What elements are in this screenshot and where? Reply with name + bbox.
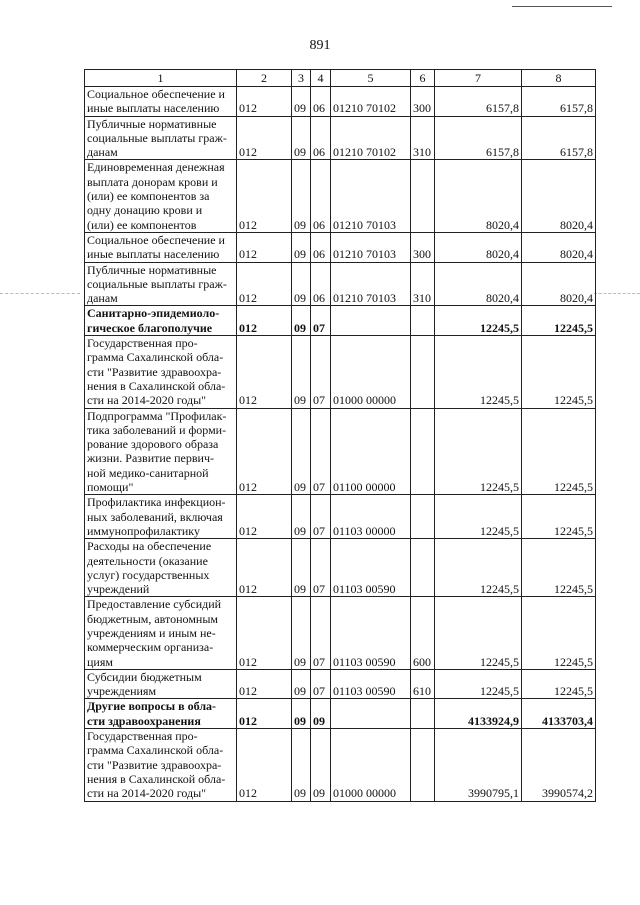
section-code-cell: 09 — [292, 495, 311, 539]
target-code-cell: 01000 00000 — [331, 336, 411, 408]
sum-year2-cell: 12245,5 — [522, 539, 596, 597]
section-code-cell: 09 — [292, 729, 311, 801]
target-code-cell: 01210 70103 — [331, 262, 411, 306]
expense-code-cell — [411, 306, 435, 336]
subsection-code-cell: 09 — [311, 729, 331, 801]
subsection-code-cell: 07 — [311, 597, 331, 669]
admin-code-cell: 012 — [237, 495, 292, 539]
sum-year1-cell: 6157,8 — [435, 87, 522, 117]
sum-year2-cell: 12245,5 — [522, 408, 596, 495]
expense-code-cell: 300 — [411, 232, 435, 262]
section-code-cell: 09 — [292, 408, 311, 495]
expense-code-cell: 610 — [411, 669, 435, 699]
row-name-cell: Социальное обеспечение и иные выплаты населению — [85, 232, 237, 262]
target-code-cell: 01100 00000 — [331, 408, 411, 495]
expense-code-cell: 600 — [411, 597, 435, 669]
top-rule — [512, 6, 612, 7]
sum-year1-cell: 3990795,1 — [435, 729, 522, 801]
table-row — [85, 699, 596, 729]
target-code-cell: 01210 70103 — [331, 232, 411, 262]
sum-year1-cell: 8020,4 — [435, 262, 522, 306]
admin-code-cell: 012 — [237, 408, 292, 495]
table-row — [85, 232, 596, 262]
table-row — [85, 729, 596, 801]
row-name-cell: Другие вопросы в обла- сти здравоохранения — [85, 699, 237, 729]
admin-code-cell: 012 — [237, 699, 292, 729]
header-cell: 5 — [331, 70, 411, 87]
subsection-code-cell: 07 — [311, 495, 331, 539]
subsection-code-cell: 07 — [311, 669, 331, 699]
sum-year2-cell: 12245,5 — [522, 306, 596, 336]
section-code-cell: 09 — [292, 262, 311, 306]
subsection-code-cell: 09 — [311, 699, 331, 729]
table-row — [85, 262, 596, 306]
header-row — [85, 70, 596, 87]
table-row — [85, 306, 596, 336]
subsection-code-cell: 06 — [311, 232, 331, 262]
section-code-cell: 09 — [292, 232, 311, 262]
admin-code-cell: 012 — [237, 87, 292, 117]
section-code-cell: 09 — [292, 116, 311, 160]
sum-year1-cell: 12245,5 — [435, 597, 522, 669]
subsection-code-cell: 06 — [311, 116, 331, 160]
row-name-cell: Подпрограмма "Профилак- тика заболеваний и форми- рование здорового образа жизни. Развитие первич- ной медико-санитарной помощи" — [85, 408, 237, 495]
sum-year2-cell: 12245,5 — [522, 669, 596, 699]
expense-code-cell — [411, 495, 435, 539]
sum-year1-cell: 12245,5 — [435, 336, 522, 408]
header-cell: 8 — [522, 70, 596, 87]
sum-year2-cell: 12245,5 — [522, 336, 596, 408]
target-code-cell: 01210 70102 — [331, 87, 411, 117]
subsection-code-cell: 06 — [311, 87, 331, 117]
target-code-cell: 01210 70103 — [331, 160, 411, 232]
target-code-cell: 01000 00000 — [331, 729, 411, 801]
target-code-cell — [331, 699, 411, 729]
page-number: 891 — [309, 38, 331, 53]
admin-code-cell: 012 — [237, 306, 292, 336]
sum-year2-cell: 6157,8 — [522, 116, 596, 160]
sum-year2-cell: 8020,4 — [522, 232, 596, 262]
subsection-code-cell: 07 — [311, 336, 331, 408]
expense-code-cell: 310 — [411, 116, 435, 160]
table-row — [85, 116, 596, 160]
admin-code-cell: 012 — [237, 232, 292, 262]
sum-year2-cell: 8020,4 — [522, 262, 596, 306]
table-row — [85, 495, 596, 539]
expense-code-cell — [411, 539, 435, 597]
sum-year1-cell: 12245,5 — [435, 539, 522, 597]
admin-code-cell: 012 — [237, 160, 292, 232]
section-code-cell: 09 — [292, 87, 311, 117]
admin-code-cell: 012 — [237, 669, 292, 699]
sum-year1-cell: 4133924,9 — [435, 699, 522, 729]
header-cell: 2 — [237, 70, 292, 87]
subsection-code-cell: 06 — [311, 160, 331, 232]
admin-code-cell: 012 — [237, 597, 292, 669]
section-code-cell: 09 — [292, 539, 311, 597]
sum-year2-cell: 4133703,4 — [522, 699, 596, 729]
table-row — [85, 539, 596, 597]
subsection-code-cell: 07 — [311, 539, 331, 597]
right-margin-dash — [594, 293, 640, 294]
header-cell: 3 — [292, 70, 311, 87]
expense-code-cell: 310 — [411, 262, 435, 306]
header-cell: 1 — [85, 70, 237, 87]
header-cell: 7 — [435, 70, 522, 87]
row-name-cell: Санитарно-эпидемиоло- гическое благополучие — [85, 306, 237, 336]
subsection-code-cell: 07 — [311, 408, 331, 495]
budget-table — [84, 69, 596, 802]
sum-year2-cell: 12245,5 — [522, 495, 596, 539]
target-code-cell — [331, 306, 411, 336]
target-code-cell: 01103 00590 — [331, 597, 411, 669]
expense-code-cell — [411, 336, 435, 408]
section-code-cell: 09 — [292, 597, 311, 669]
row-name-cell: Субсидии бюджетным учреждениям — [85, 669, 237, 699]
left-margin-dash — [0, 293, 80, 294]
sum-year1-cell: 12245,5 — [435, 495, 522, 539]
row-name-cell: Государственная про- грамма Сахалинской обла- сти "Развитие здравоохра- нения в Сахалинской обла- сти на 2014-2020 годы" — [85, 336, 237, 408]
row-name-cell: Предоставление субсидий бюджетным, автономным учреждениям и иным не- коммерческим организа- циям — [85, 597, 237, 669]
row-name-cell: Социальное обеспечение и иные выплаты населению — [85, 87, 237, 117]
header-cell: 6 — [411, 70, 435, 87]
admin-code-cell: 012 — [237, 116, 292, 160]
admin-code-cell: 012 — [237, 336, 292, 408]
row-name-cell: Государственная про- грамма Сахалинской обла- сти "Развитие здравоохра- нения в Сахалинской обла- сти на 2014-2020 годы" — [85, 729, 237, 801]
header-cell: 4 — [311, 70, 331, 87]
section-code-cell: 09 — [292, 669, 311, 699]
section-code-cell: 09 — [292, 336, 311, 408]
admin-code-cell: 012 — [237, 729, 292, 801]
table-row — [85, 669, 596, 699]
admin-code-cell: 012 — [237, 262, 292, 306]
sum-year2-cell: 8020,4 — [522, 160, 596, 232]
row-name-cell: Публичные нормативные социальные выплаты граж- данам — [85, 262, 237, 306]
section-code-cell: 09 — [292, 699, 311, 729]
target-code-cell: 01103 00590 — [331, 669, 411, 699]
sum-year1-cell: 12245,5 — [435, 408, 522, 495]
row-name-cell: Единовременная денежная выплата донорам крови и (или) ее компонентов за одну донацию крови и (или) ее компонентов — [85, 160, 237, 232]
table-row — [85, 160, 596, 232]
sum-year1-cell: 8020,4 — [435, 160, 522, 232]
table-row — [85, 336, 596, 408]
sum-year1-cell: 8020,4 — [435, 232, 522, 262]
target-code-cell: 01103 00590 — [331, 539, 411, 597]
expense-code-cell — [411, 160, 435, 232]
section-code-cell: 09 — [292, 306, 311, 336]
row-name-cell: Профилактика инфекцион- ных заболеваний, включая иммунопрофилактику — [85, 495, 237, 539]
sum-year2-cell: 6157,8 — [522, 87, 596, 117]
row-name-cell: Публичные нормативные социальные выплаты граж- данам — [85, 116, 237, 160]
sum-year2-cell: 12245,5 — [522, 597, 596, 669]
expense-code-cell — [411, 729, 435, 801]
target-code-cell: 01210 70102 — [331, 116, 411, 160]
expense-code-cell — [411, 408, 435, 495]
sum-year1-cell: 12245,5 — [435, 669, 522, 699]
table-row — [85, 87, 596, 117]
subsection-code-cell: 06 — [311, 262, 331, 306]
sum-year1-cell: 12245,5 — [435, 306, 522, 336]
expense-code-cell: 300 — [411, 87, 435, 117]
target-code-cell: 01103 00000 — [331, 495, 411, 539]
table-row — [85, 597, 596, 669]
row-name-cell: Расходы на обеспечение деятельности (оказание услуг) государственных учреждений — [85, 539, 237, 597]
table-row — [85, 408, 596, 495]
sum-year1-cell: 6157,8 — [435, 116, 522, 160]
admin-code-cell: 012 — [237, 539, 292, 597]
subsection-code-cell: 07 — [311, 306, 331, 336]
sum-year2-cell: 3990574,2 — [522, 729, 596, 801]
section-code-cell: 09 — [292, 160, 311, 232]
expense-code-cell — [411, 699, 435, 729]
